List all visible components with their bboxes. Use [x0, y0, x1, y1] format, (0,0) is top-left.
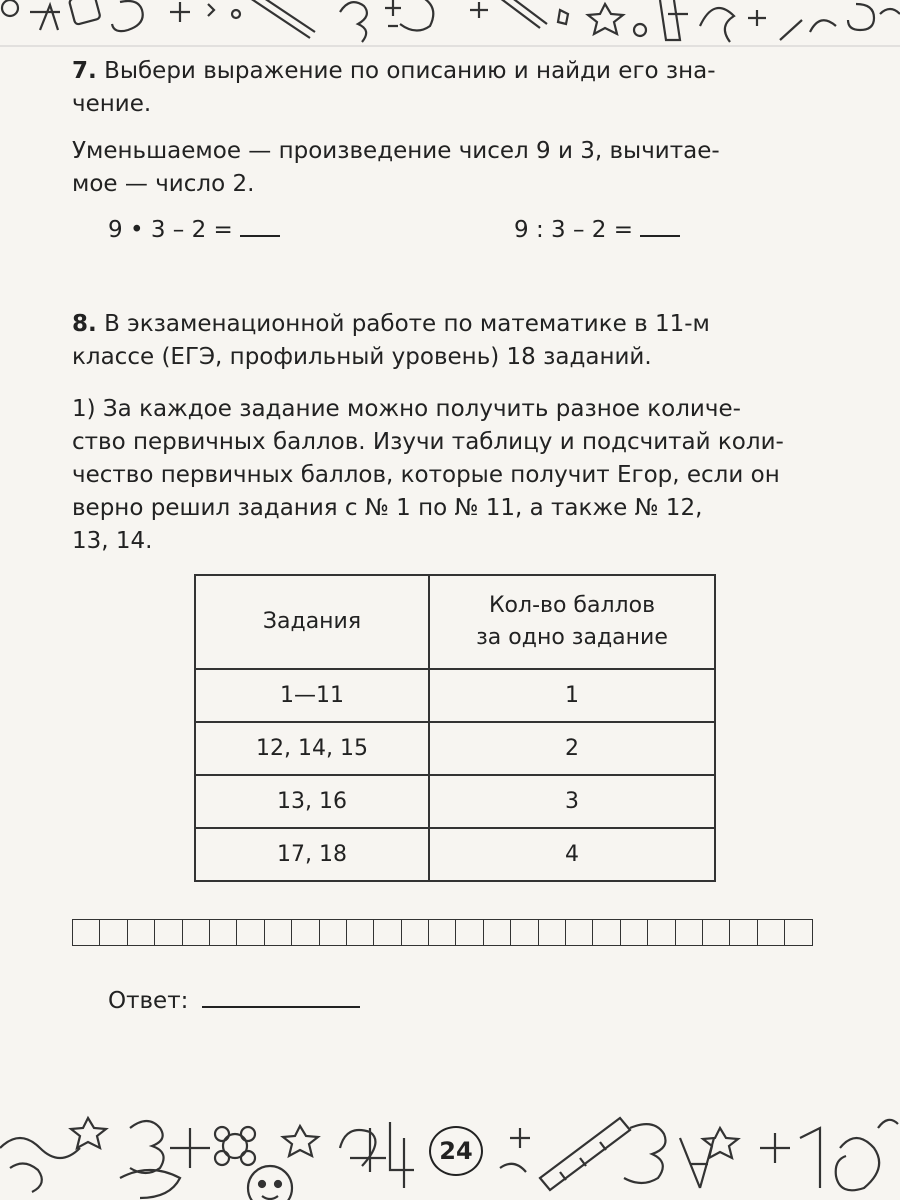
task7-description-line1: Уменьшаемое — произведение чисел 9 и 3, вычитае- [72, 138, 720, 164]
row-points: 1 [429, 669, 715, 722]
grid-cell[interactable] [237, 919, 264, 946]
grid-cell[interactable] [402, 919, 429, 946]
header-tasks: Задания [195, 575, 429, 669]
task8-intro-line2: классе (ЕГЭ, профильный уровень) 18 заданий. [72, 344, 652, 370]
grid-cell[interactable] [566, 919, 593, 946]
task8-part1-line5: 13, 14. [72, 528, 153, 554]
grid-cell[interactable] [676, 919, 703, 946]
expression-1-text: 9 • 3 – 2 = [108, 217, 233, 243]
grid-cell[interactable] [703, 919, 730, 946]
grid-cell[interactable] [73, 919, 100, 946]
task8-intro-line1 [72, 308, 840, 341]
grid-cell[interactable] [648, 919, 675, 946]
answer-row [108, 982, 360, 1014]
row-points: 3 [429, 775, 715, 828]
header-points-line1: Кол-во баллов [488, 593, 656, 618]
task7-instruction-line1 [72, 55, 840, 88]
top-decorative-border [0, 0, 900, 48]
grid-cell[interactable] [484, 919, 511, 946]
task8-part1-line2: ство первичных баллов. Изучи таблицу и подсчитай коли- [72, 429, 784, 455]
grid-cell[interactable] [429, 919, 456, 946]
task8-intro-text: В экзаменационной работе по математике в 11-м [104, 311, 710, 337]
header-points [429, 575, 715, 669]
grid-cell[interactable] [265, 919, 292, 946]
page-number: 24 [429, 1126, 483, 1176]
grid-cell[interactable] [593, 919, 620, 946]
task7-expression-1 [108, 213, 280, 243]
row-tasks: 17, 18 [195, 828, 429, 881]
task7-number: 7. [72, 58, 97, 84]
row-points: 4 [429, 828, 715, 881]
work-grid[interactable] [72, 919, 813, 946]
expression-2-text: 9 : 3 – 2 = [514, 217, 633, 243]
task8-part1-line1: 1) За каждое задание можно получить разное количе- [72, 396, 741, 422]
task8-part1-line3: чество первичных баллов, которые получит Егор, если он [72, 462, 780, 488]
grid-cell[interactable] [292, 919, 319, 946]
table-row [195, 828, 715, 881]
grid-cell[interactable] [128, 919, 155, 946]
table-row [195, 775, 715, 828]
grid-cell[interactable] [758, 919, 785, 946]
table-row [195, 669, 715, 722]
table-row [195, 722, 715, 775]
expression-2-answer-blank[interactable] [640, 213, 680, 237]
grid-cell[interactable] [347, 919, 374, 946]
grid-cell[interactable] [320, 919, 347, 946]
expression-1-answer-blank[interactable] [240, 213, 280, 237]
task8-part1-line4: верно решил задания с № 1 по № 11, а также № 12, [72, 495, 703, 521]
row-tasks: 1—11 [195, 669, 429, 722]
task8-number: 8. [72, 311, 97, 337]
grid-cell[interactable] [730, 919, 757, 946]
row-tasks: 12, 14, 15 [195, 722, 429, 775]
grid-cell[interactable] [511, 919, 538, 946]
task7-instruction-line2: чение. [72, 91, 152, 117]
answer-blank[interactable] [202, 982, 360, 1008]
table-header-row [195, 575, 715, 669]
task7-expression-2 [514, 213, 680, 243]
header-points-line2: за одно задание [476, 625, 668, 650]
answer-label: Ответ: [108, 988, 189, 1014]
grid-cell[interactable] [785, 919, 812, 946]
points-table [194, 574, 716, 882]
grid-cell[interactable] [183, 919, 210, 946]
row-tasks: 13, 16 [195, 775, 429, 828]
grid-cell[interactable] [155, 919, 182, 946]
task7-description-line2: мое — число 2. [72, 171, 255, 197]
row-points: 2 [429, 722, 715, 775]
grid-cell[interactable] [374, 919, 401, 946]
grid-cell[interactable] [210, 919, 237, 946]
grid-cell[interactable] [100, 919, 127, 946]
grid-cell[interactable] [456, 919, 483, 946]
grid-cell[interactable] [621, 919, 648, 946]
task7-instruction-text: Выбери выражение по описанию и найди его зна- [104, 58, 716, 84]
grid-cell[interactable] [539, 919, 566, 946]
